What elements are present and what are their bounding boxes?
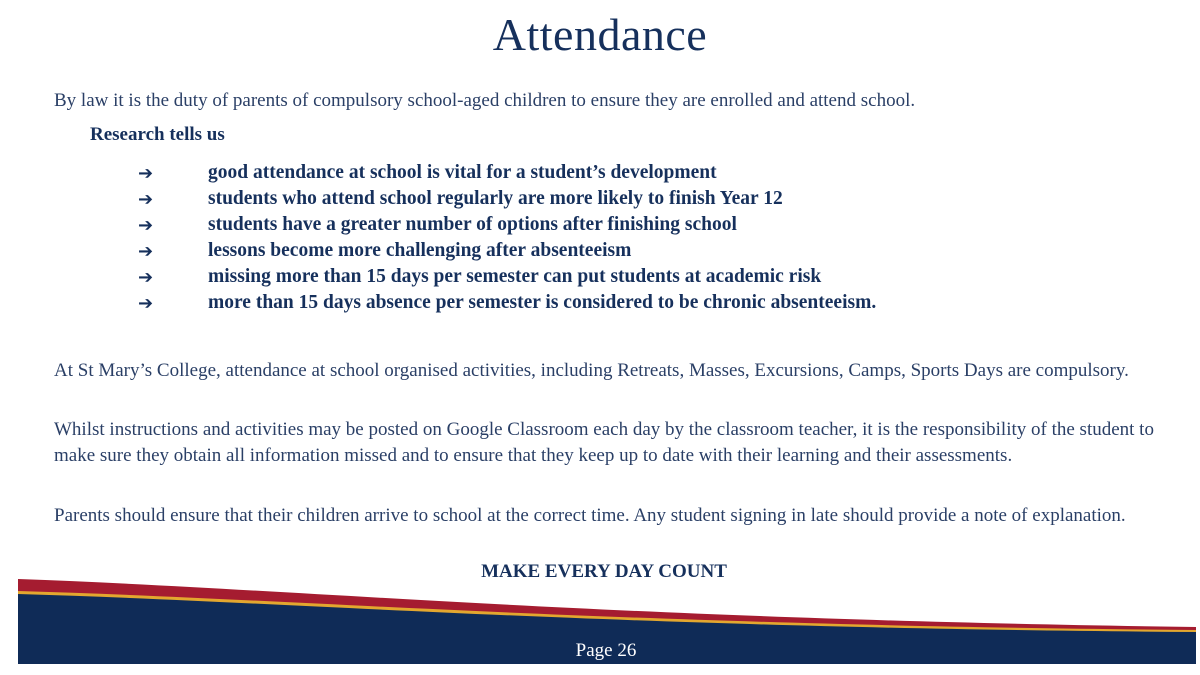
intro-text: By law it is the duty of parents of compulsory school-aged children to ensure they are enrolled and attend school. [54,90,916,111]
arrow-icon: ➔ [138,162,154,184]
bullet-text: more than 15 days absence per semester is considered to be chronic absenteeism. [208,292,877,313]
punctuality-paragraph: Parents should ensure that their children arrive to school at the correct time. Any student signing in late should provide a note of explanation. [54,505,1126,526]
arrow-icon: ➔ [138,214,154,236]
google-classroom-paragraph: Whilst instructions and activities may be posted on Google Classroom each day by the classroom teacher, it is the responsibility of the student to make sure they obtain all information missed and to ensure that they keep up to date with their learning and their assessments. [54,419,1154,466]
motto: MAKE EVERY DAY COUNT [481,561,727,582]
bullet-item [138,212,876,238]
page-title: Attendance [492,9,708,60]
activities-paragraph: At St Mary’s College, attendance at school organised activities, including Retreats, Masses, Excursions, Camps, Sports Days are compulsory. [54,360,1129,381]
bullet-text: students have a greater number of options after finishing school [208,214,737,235]
arrow-icon: ➔ [138,240,154,262]
bullet-item [138,186,876,212]
bullet-item [138,160,876,186]
bullet-text: lessons become more challenging after absenteeism [208,240,632,261]
research-bullet-list [138,160,876,316]
bullet-text: missing more than 15 days per semester can put students at academic risk [208,266,822,287]
arrow-icon: ➔ [138,292,154,314]
bullet-item [138,290,876,316]
arrow-icon: ➔ [138,266,154,288]
research-heading: Research tells us [90,124,225,145]
page-number: Page 26 [575,640,637,661]
bullet-text: good attendance at school is vital for a student’s development [208,162,717,183]
arrow-icon: ➔ [138,188,154,210]
bullet-item [138,238,876,264]
bullet-item [138,264,876,290]
bullet-text: students who attend school regularly are more likely to finish Year 12 [208,188,783,209]
